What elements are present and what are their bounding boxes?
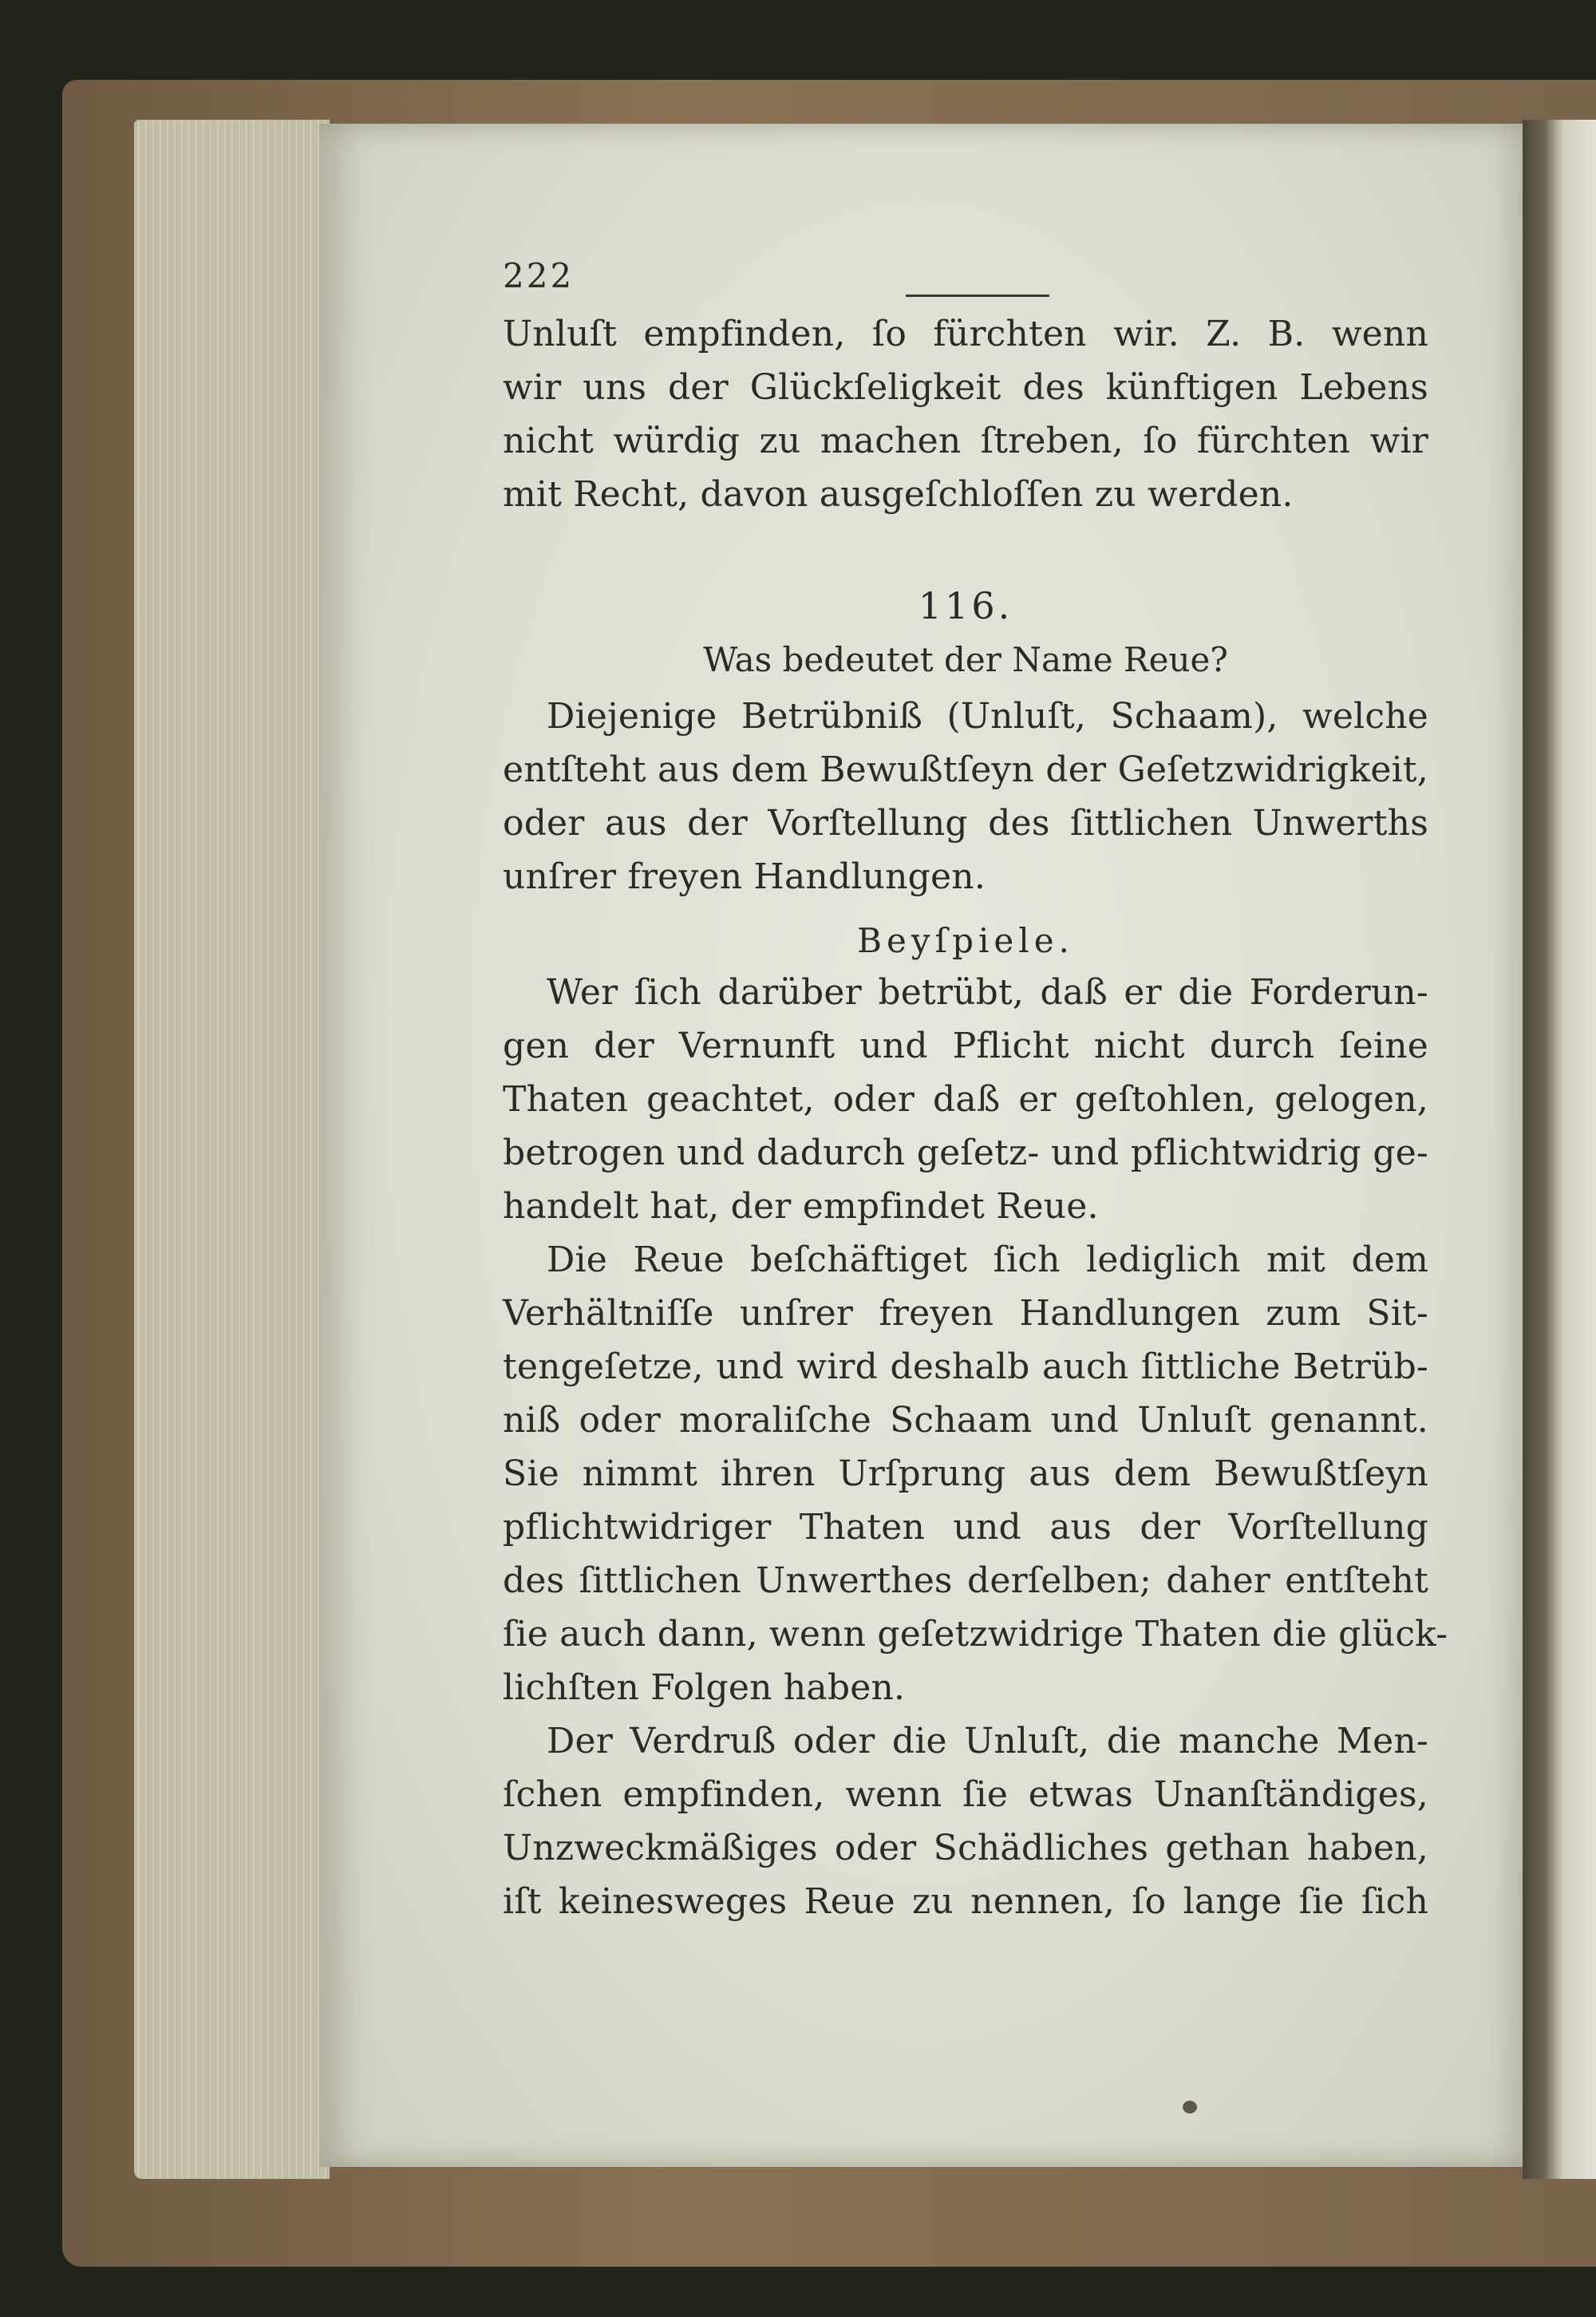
text-line: betrogen und dadurch geſetz- und pflichtwidrig ge-: [503, 1133, 1428, 1173]
text-line: iſt keinesweges Reue zu nennen, ſo lange ſie ſich: [503, 1881, 1428, 1922]
text-line: gen der Vernunft und Pflicht nicht durch ſeine: [503, 1026, 1428, 1066]
reue-paragraph: [503, 1233, 1448, 1714]
text-line: ſchen empfinden, wenn ſie etwas Unanſtändiges,: [503, 1774, 1428, 1815]
page-number: 222: [503, 256, 575, 295]
text-line: wir uns der Glückſeligkeit des künftigen Lebens: [503, 367, 1428, 408]
page-header: [503, 256, 1428, 307]
book-gutter: [1523, 120, 1596, 2179]
text-line: oder aus der Vorſtellung des ſittlichen Unwerths: [503, 803, 1428, 844]
text-line: Verhältniſſe unſrer freyen Handlungen zum Sit-: [503, 1293, 1428, 1334]
text-line: unſrer freyen Handlungen.: [503, 856, 986, 897]
verdruss-paragraph: [503, 1714, 1428, 1928]
text-line: tengeſetze, und wird deshalb auch ſittliche Betrüb-: [503, 1346, 1428, 1387]
text-line: mit Recht, davon ausgeſchloſſen zu werden.: [503, 474, 1294, 515]
examples-paragraph: [503, 966, 1428, 1233]
text-line: Diejenige Betrübniß (Unluſt, Schaam), welche: [547, 696, 1428, 737]
text-line: pflichtwidriger Thaten und aus der Vorſtellung: [503, 1507, 1428, 1548]
text-line: Wer ſich darüber betrübt, daß er die Forderun-: [547, 972, 1428, 1013]
section-title: Was bedeutet der Name Reue?: [703, 640, 1228, 679]
page-edges: [134, 120, 330, 2179]
definition-paragraph: [503, 690, 1428, 903]
text-line: Die Reue beſchäftiget ſich lediglich mit dem: [547, 1240, 1428, 1280]
text-line: des ſittlichen Unwerthes derſelben; daher entſteht: [503, 1560, 1428, 1601]
header-rule: [906, 295, 1049, 297]
text-line: lichſten Folgen haben.: [503, 1667, 906, 1708]
text-line: ſie auch dann, wenn geſetzwidrige Thaten die glück-: [503, 1614, 1448, 1655]
text-line: Unluſt empfinden, ſo fürchten wir. Z. B. wenn: [503, 314, 1428, 354]
text-line: Unzweckmäßiges oder Schädliches gethan haben,: [503, 1828, 1428, 1868]
page-text: [503, 256, 1448, 1928]
ink-blot: [1183, 2101, 1197, 2113]
text-line: Der Verdruß oder die Unluſt, die manche Men-: [547, 1721, 1428, 1761]
text-line: entſteht aus dem Bewußtſeyn der Geſetzwidrigkeit,: [503, 749, 1428, 790]
text-line: nicht würdig zu machen ſtreben, ſo fürchten wir: [503, 421, 1428, 461]
text-line: niß oder moraliſche Schaam und Unluſt genannt.: [503, 1400, 1428, 1441]
section-number: 116.: [918, 584, 1013, 627]
text-line: Thaten geachtet, oder daß er geſtohlen, gelogen,: [503, 1079, 1428, 1120]
text-line: handelt hat, der empfindet Reue.: [503, 1186, 1099, 1227]
examples-heading: Beyſpiele.: [857, 921, 1074, 960]
text-line: Sie nimmt ihren Urſprung aus dem Bewußtſeyn: [503, 1453, 1428, 1494]
top-paragraph: [503, 307, 1428, 521]
